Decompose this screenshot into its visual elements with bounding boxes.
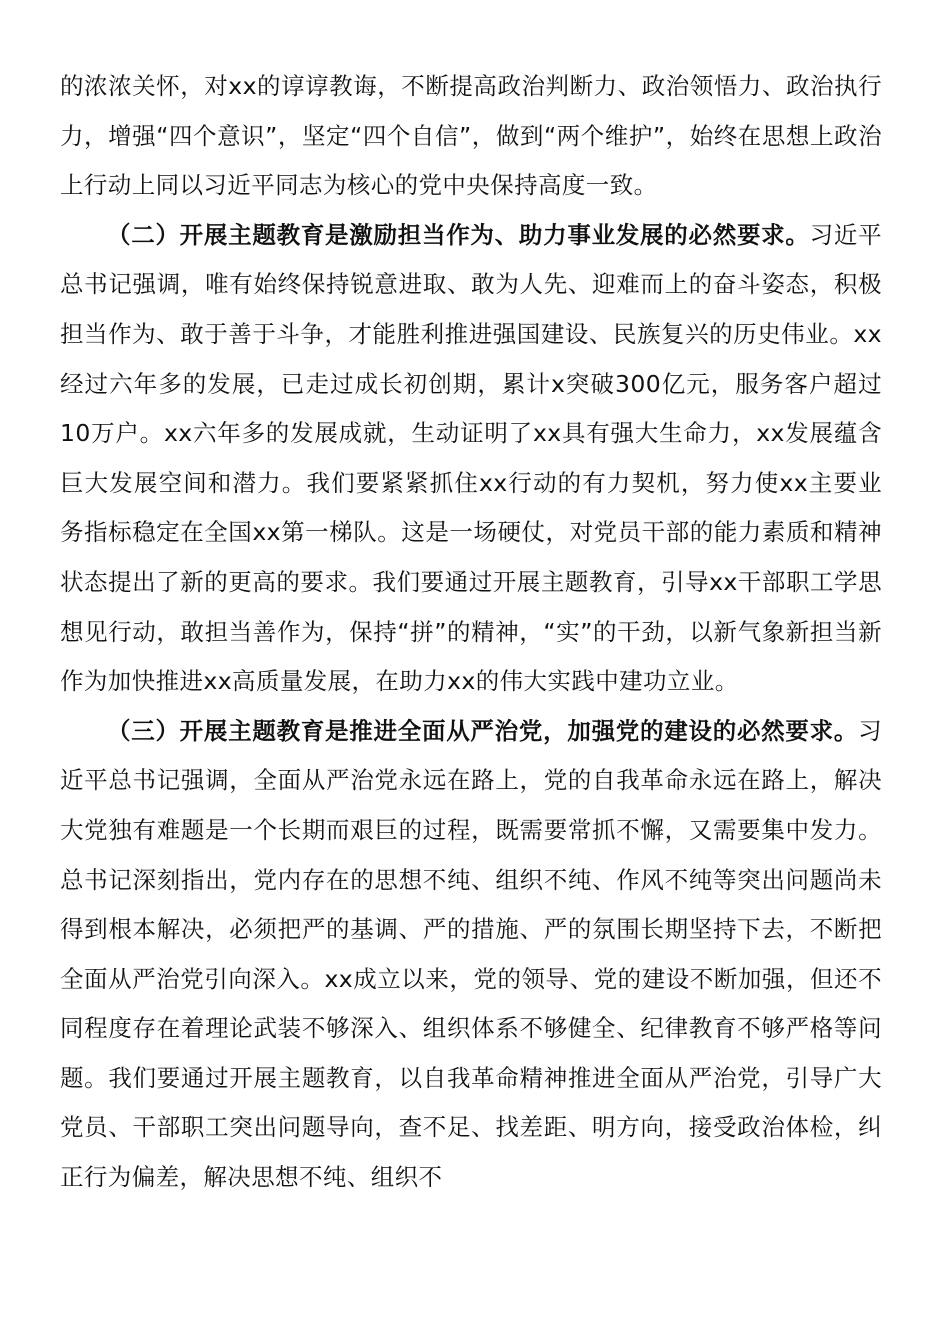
paragraph-text: 的浓浓关怀，对xx的谆谆教诲，不断提高政治判断力、政治领悟力、政治执行力，增强“四个意识”，坚定“四个自信”，做到“两个维护”，始终在思想上政治上行动上同以习近平同志为核心的党中央保持高度一致。 xyxy=(60,72,882,200)
section-heading: （二）开展主题教育是激励担当作为、助力事业发展的必然要求。 xyxy=(107,220,810,249)
paragraph-continuation xyxy=(60,62,882,211)
paragraph-text: 习近平总书记强调，全面从严治党永远在路上，党的自我革命永远在路上，解决大党独有难题是一个长期而艰巨的过程，既需要常抓不懈，又需要集中发力。总书记深刻指出，党内存在的思想不纯、组织不纯、作风不纯等突出问题尚未得到根本解决，必须把严的基调、严的措施、严的氛围长期坚持下去，不断把全面从严治党引向深入。xx成立以来，党的领导、党的建设不断加强，但还不同程度存在着理论武装不够深入、组织体系不够健全、纪律教育不够严格等问题。我们要通过开展主题教育，以自我革命精神推进全面从严治党，引导广大党员、干部职工突出问题导向，查不足、找差距、明方向，接受政治体检，纠正行为偏差，解决思想不纯、组织不 xyxy=(60,716,882,1192)
section-heading: （三）开展主题教育是推进全面从严治党，加强党的建设的必然要求。 xyxy=(107,716,859,745)
paragraph-section-3 xyxy=(60,707,882,1203)
paragraph-text: 习近平总书记强调，唯有始终保持锐意进取、敢为人先、迎难而上的奋斗姿态，积极担当作为、敢于善于斗争，才能胜利推进强国建设、民族复兴的历史伟业。xx经过六年多的发展，已走过成长初创期，累计x突破300亿元，服务客户超过10万户。xx六年多的发展成就，生动证明了xx具有强大生命力，xx发展蕴含巨大发展空间和潜力。我们要紧紧抓住xx行动的有力契机，努力使xx主要业务指标稳定在全国xx第一梯队。这是一场硬仗，对党员干部的能力素质和精神状态提出了新的更高的要求。我们要通过开展主题教育，引导xx干部职工学思想见行动，敢担当善作为，保持“拼”的精神，“实”的干劲，以新气象新担当新作为加快推进xx高质量发展，在助力xx的伟大实践中建功立业。 xyxy=(60,220,882,696)
document-page xyxy=(60,62,882,1203)
paragraph-section-2 xyxy=(60,211,882,707)
